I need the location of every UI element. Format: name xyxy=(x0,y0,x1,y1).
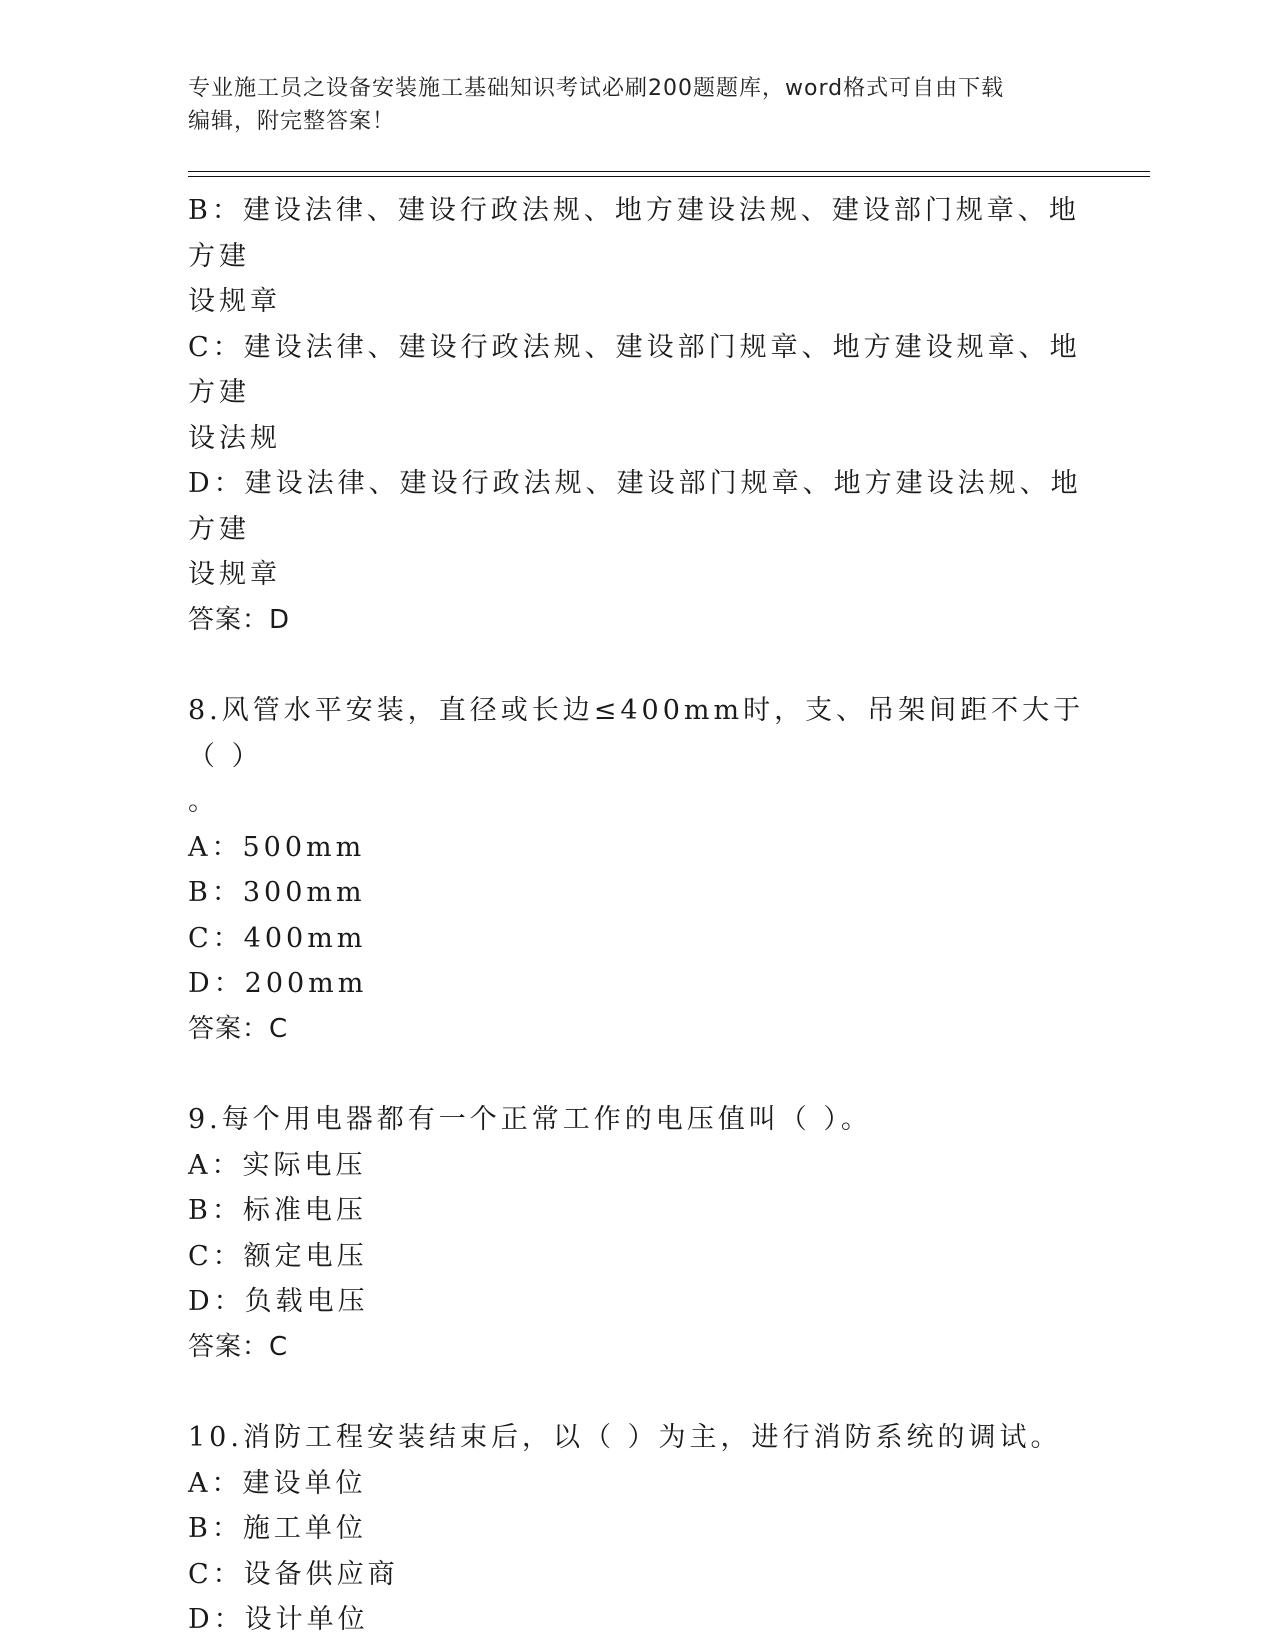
spacer xyxy=(188,643,1088,688)
question-stem: 10.消防工程安装结束后，以（ ）为主，进行消防系统的调试。 xyxy=(188,1422,1062,1453)
option-d: D：200mm xyxy=(188,968,368,999)
answer: 答案：C xyxy=(188,1331,289,1362)
option-c: C：建设法律、建设行政法规、建设部门规章、地方建设规章、地方建 xyxy=(188,331,1081,408)
option-d: D：建设法律、建设行政法规、建设部门规章、地方建设法规、地方建 xyxy=(188,468,1082,545)
option-b: B：建设法律、建设行政法规、地方建设法规、建设部门规章、地方建 xyxy=(188,195,1080,272)
option-b: B：施工单位 xyxy=(188,1513,367,1544)
document-header xyxy=(188,72,1068,138)
question-10 xyxy=(188,1415,1088,1643)
option-a: A：500mm xyxy=(188,831,366,863)
option-b-continued: 设规章 xyxy=(188,286,281,317)
header-rule-bottom xyxy=(188,176,1150,177)
option-d: D：负载电压 xyxy=(188,1286,369,1317)
option-a: A：实际电压 xyxy=(188,1149,367,1181)
option-d-continued: 设规章 xyxy=(188,559,281,590)
question-9 xyxy=(188,1097,1088,1370)
option-b: B：300mm xyxy=(188,877,366,908)
question-8 xyxy=(188,688,1088,1052)
question-7-continuation xyxy=(188,188,1088,643)
option-c: C：设备供应商 xyxy=(188,1558,399,1590)
option-a: A：建设单位 xyxy=(188,1467,367,1499)
answer: 答案：C xyxy=(188,1013,289,1044)
spacer xyxy=(188,1370,1088,1415)
answer: 答案：D xyxy=(188,604,291,635)
option-c: C：400mm xyxy=(188,922,367,954)
option-b: B：标准电压 xyxy=(188,1195,367,1226)
question-stem: 8.风管水平安装，直径或长边≤400mm时，支、吊架间距不大于（ ） xyxy=(188,695,1085,772)
question-list xyxy=(188,188,1088,1643)
option-c: C：额定电压 xyxy=(188,1240,368,1272)
header-rule-top xyxy=(188,171,1150,172)
question-stem: 9.每个用电器都有一个正常工作的电压值叫（ ）。 xyxy=(188,1104,872,1135)
header-title-line-2: 编辑，附完整答案！ xyxy=(188,109,396,134)
option-c-continued: 设法规 xyxy=(188,422,281,454)
question-stem-continued: 。 xyxy=(188,786,219,817)
option-d: D：设计单位 xyxy=(188,1604,369,1635)
spacer xyxy=(188,1052,1088,1097)
header-title-line-1: 专业施工员之设备安装施工基础知识考试必刷200题题库，word格式可自由下载 xyxy=(188,76,1005,101)
